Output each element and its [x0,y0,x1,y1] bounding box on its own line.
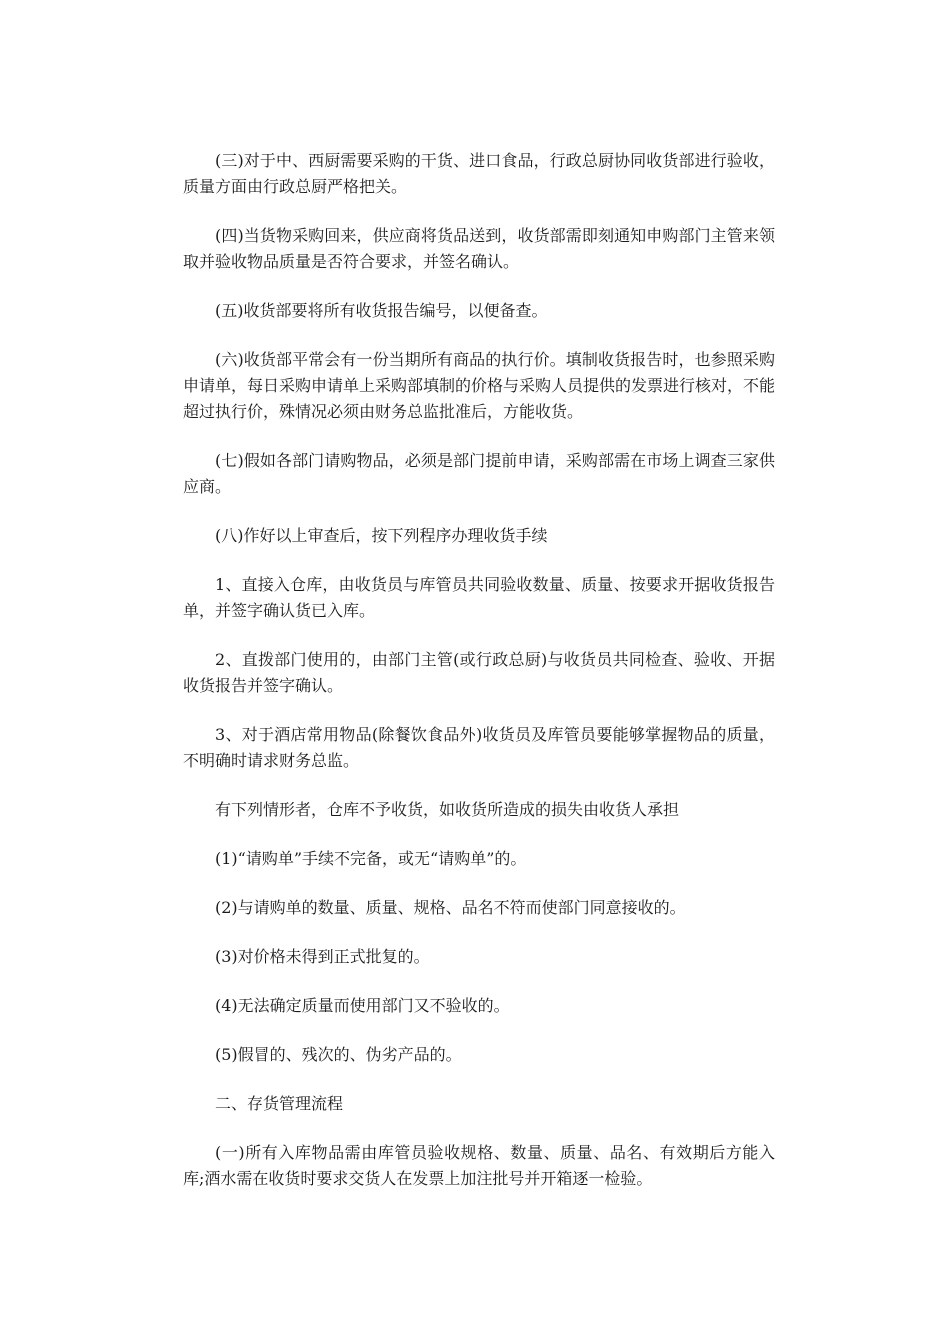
paragraph-rejection-intro: 有下列情形者，仓库不予收货，如收货所造成的损失由收货人承担 [215,800,680,819]
paragraph-rejection-2: (2)与请购单的数量、质量、规格、品名不符而使部门同意接收的。 [215,898,686,917]
paragraph-receiving-5: (五)收货部要将所有收货报告编号，以便备查。 [215,301,548,320]
paragraph-rejection-4: (4)无法确定质量而使用部门又不验收的。 [215,996,510,1015]
section-heading-inventory: 二、存货管理流程 [215,1094,344,1113]
paragraph-receiving-3: (三)对于中、西厨需要采购的干货、进口食品，行政总厨协同收货部进行验收，质量方面由行政总厨严格把关。 [183,151,775,196]
document-body [183,148,775,1215]
paragraph-rejection-1: (1)“请购单”手续不完备，或无“请购单”的。 [215,849,527,868]
paragraph-receiving-8: (八)作好以上审查后，按下列程序办理收货手续 [215,526,548,545]
paragraph-receiving-7: (七)假如各部门请购物品，必须是部门提前申请，采购部需在市场上调查三家供应商。 [183,451,775,496]
paragraph-receiving-4: (四)当货物采购回来，供应商将货品送到，收货部需即刻通知申购部门主管来领取并验收物品质量是否符合要求，并签名确认。 [183,226,775,271]
paragraph-step-1: 1、直接入仓库，由收货员与库管员共同验收数量、质量、按要求开据收货报告单，并签字确认货已入库。 [183,575,775,620]
paragraph-inventory-1: (一)所有入库物品需由库管员验收规格、数量、质量、品名、有效期后方能入库;酒水需在收货时要求交货人在发票上加注批号并开箱逐一检验。 [183,1143,775,1188]
paragraph-step-2: 2、直拨部门使用的，由部门主管(或行政总厨)与收货员共同检查、验收、开据收货报告并签字确认。 [183,650,775,695]
paragraph-step-3: 3、对于酒店常用物品(除餐饮食品外)收货员及库管员要能够掌握物品的质量，不明确时请求财务总监。 [183,725,775,770]
paragraph-receiving-6: (六)收货部平常会有一份当期所有商品的执行价。填制收货报告时，也参照采购申请单，每日采购申请单上采购部填制的价格与采购人员提供的发票进行核对，不能超过执行价，殊情况必须由财务总监批准后，方能收货。 [183,350,776,421]
paragraph-rejection-5: (5)假冒的、残次的、伪劣产品的。 [215,1045,462,1064]
paragraph-rejection-3: (3)对价格未得到正式批复的。 [215,947,430,966]
